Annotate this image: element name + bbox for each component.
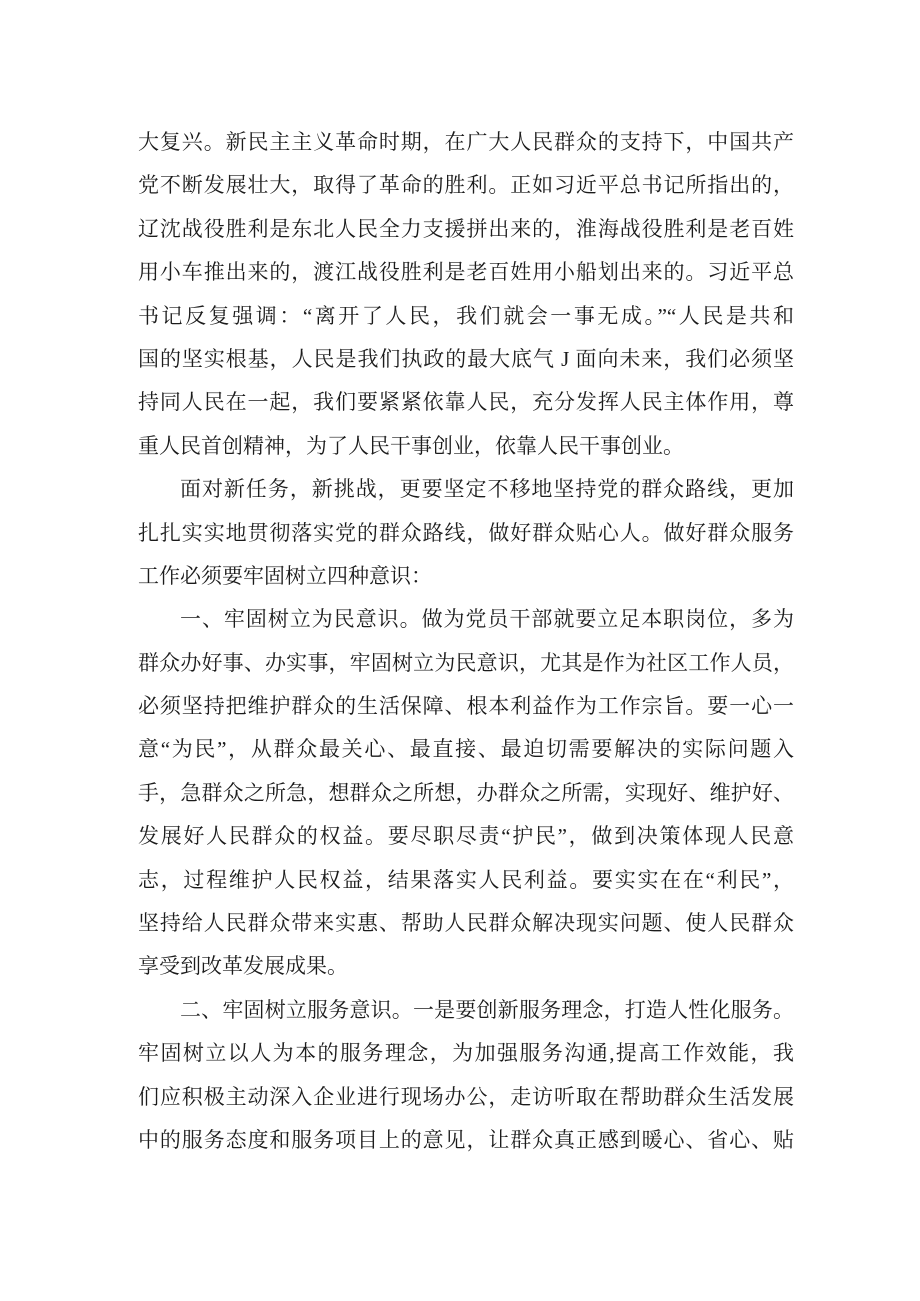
text-line: 重人民首创精神，为了人民干事创业，依靠人民干事创业。 bbox=[138, 433, 684, 458]
text-line: 坚持给人民群众带来实惠、帮助人民群众解决现实问题、使人民群众 bbox=[138, 911, 794, 936]
text-line: 牢固树立以人为本的服务理念，为加强服务沟通,提高工作效能，我 bbox=[138, 1041, 794, 1066]
text-line: 党不断发展壮大，取得了革命的胜利。正如习近平总书记所指出的， bbox=[138, 173, 794, 198]
text-line: 手，急群众之所急，想群众之所想，办群众之所需，实现好、维护好、 bbox=[138, 780, 794, 805]
text-line: 一、牢固树立为民意识。做为党员干部就要立足本职岗位，多为 bbox=[180, 607, 794, 632]
text-line: 二、牢固树立服务意识。一是要创新服务理念，打造人性化服务。 bbox=[180, 997, 794, 1022]
text-line: 工作必须要牢固树立四种意识： bbox=[138, 563, 432, 588]
document-body bbox=[138, 121, 794, 1162]
text-line: 必须坚持把维护群众的生活保障、根本利益作为工作宗旨。要一心一 bbox=[138, 694, 794, 719]
paragraph-3 bbox=[138, 598, 794, 989]
text-line: 国的坚实根基，人民是我们执政的最大底气 J 面向未来，我们必须坚 bbox=[138, 346, 794, 371]
text-line: 发展好人民群众的权益。要尽职尽责“护民”，做到决策体现人民意 bbox=[138, 824, 794, 849]
text-line: 扎扎实实地贯彻落实党的群众路线，做好群众贴心人。做好群众服务 bbox=[138, 520, 794, 545]
paragraph-2 bbox=[138, 468, 794, 598]
text-line: 面对新任务，新挑战，更要坚定不移地坚持党的群众路线，更加 bbox=[180, 477, 794, 502]
text-line: 享受到改革发展成果。 bbox=[138, 954, 348, 979]
text-line: 意“为民”，从群众最关心、最直接、最迫切需要解决的实际问题入 bbox=[138, 737, 794, 762]
text-line: 志，过程维护人民权益，结果落实人民利益。要实实在在“利民”， bbox=[138, 867, 794, 892]
text-line: 大复兴。新民主主义革命时期，在广大人民群众的支持下，中国共产 bbox=[138, 130, 794, 154]
text-line: 持同人民在一起，我们要紧紧依靠人民，充分发挥人民主体作用，尊 bbox=[138, 390, 794, 415]
text-line: 书记反复强调：“离开了人民，我们就会一事无成。”“人民是共和 bbox=[138, 303, 794, 328]
text-line: 辽沈战役胜利是东北人民全力支援拼出来的，淮海战役胜利是老百姓 bbox=[138, 216, 794, 241]
paragraph-1 bbox=[138, 121, 794, 468]
text-line: 中的服务态度和服务项目上的意见，让群众真正感到暖心、省心、贴 bbox=[138, 1127, 794, 1152]
text-line: 用小车推出来的，渡江战役胜利是老百姓用小船划出来的。习近平总 bbox=[138, 260, 794, 285]
paragraph-4 bbox=[138, 989, 794, 1163]
text-line: 群众办好事、办实事，牢固树立为民意识，尤其是作为社区工作人员， bbox=[138, 650, 794, 675]
text-line: 们应积极主动深入企业进行现场办公，走访听取在帮助群众生活发展 bbox=[138, 1084, 794, 1109]
